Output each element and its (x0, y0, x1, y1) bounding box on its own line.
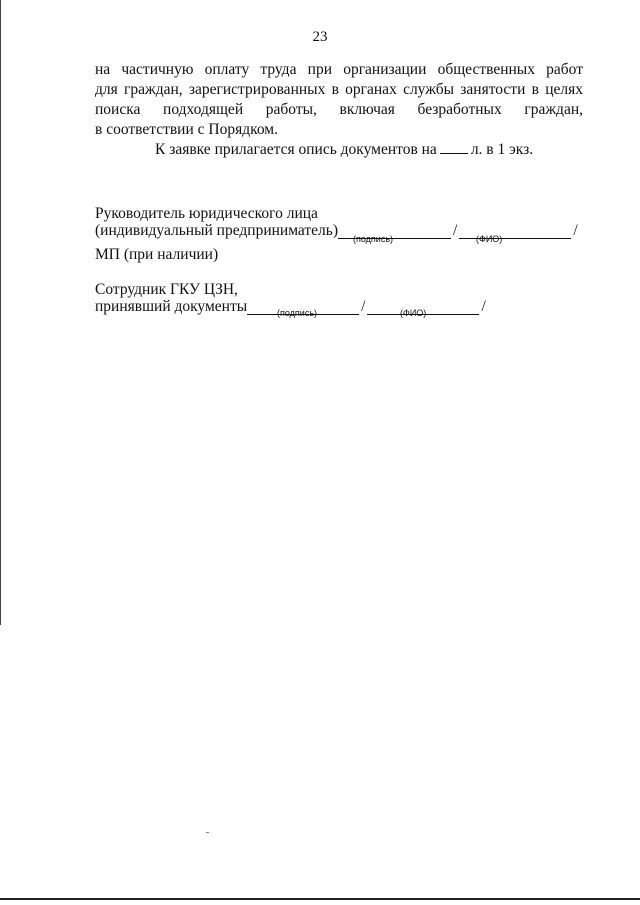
sheet-count-blank (440, 139, 468, 154)
employee-name-caption: (ФИО) (400, 308, 427, 318)
paragraph-line: на частичную оплату труда при организации общественных работ (95, 61, 583, 78)
head-signature-caption: (подпись) (353, 234, 394, 244)
paragraph-line: поиска подходящей работы, включая безработных граждан, (95, 101, 583, 118)
scan-left-edge (0, 0, 1, 625)
head-title-line2: (индивидуальный предприниматель) (95, 222, 339, 239)
paragraph-line: для граждан, зарегистрированных в органах службы занятости в целях (95, 81, 583, 98)
enclosure-text-after: л. в 1 экз. (470, 141, 534, 158)
stamp-label: МП (при наличии) (95, 246, 219, 263)
scan-speck (206, 832, 209, 833)
head-title-line1: Руководитель юридического лица (95, 205, 318, 222)
separator-slash: / (453, 222, 458, 239)
separator-slash: / (481, 298, 486, 315)
separator-slash: / (573, 222, 578, 239)
body-paragraph (95, 60, 583, 140)
employee-title-line2: принявший документы (95, 298, 248, 315)
scan-bottom-edge (0, 898, 640, 900)
head-signature-block (95, 205, 580, 239)
separator-slash: / (361, 298, 366, 315)
paragraph-line: в соответствии с Порядком. (95, 121, 278, 138)
employee-title-line1: Сотрудник ГКУ ЦЗН, (95, 281, 238, 298)
enclosure-text-before: К заявке прилагается опись документов на (155, 141, 437, 158)
enclosure-statement (155, 139, 533, 160)
page-number: 23 (312, 29, 328, 45)
employee-signature-caption: (подпись) (277, 308, 318, 318)
head-name-caption: (ФИО) (476, 234, 503, 244)
head-signature-row (95, 222, 580, 239)
